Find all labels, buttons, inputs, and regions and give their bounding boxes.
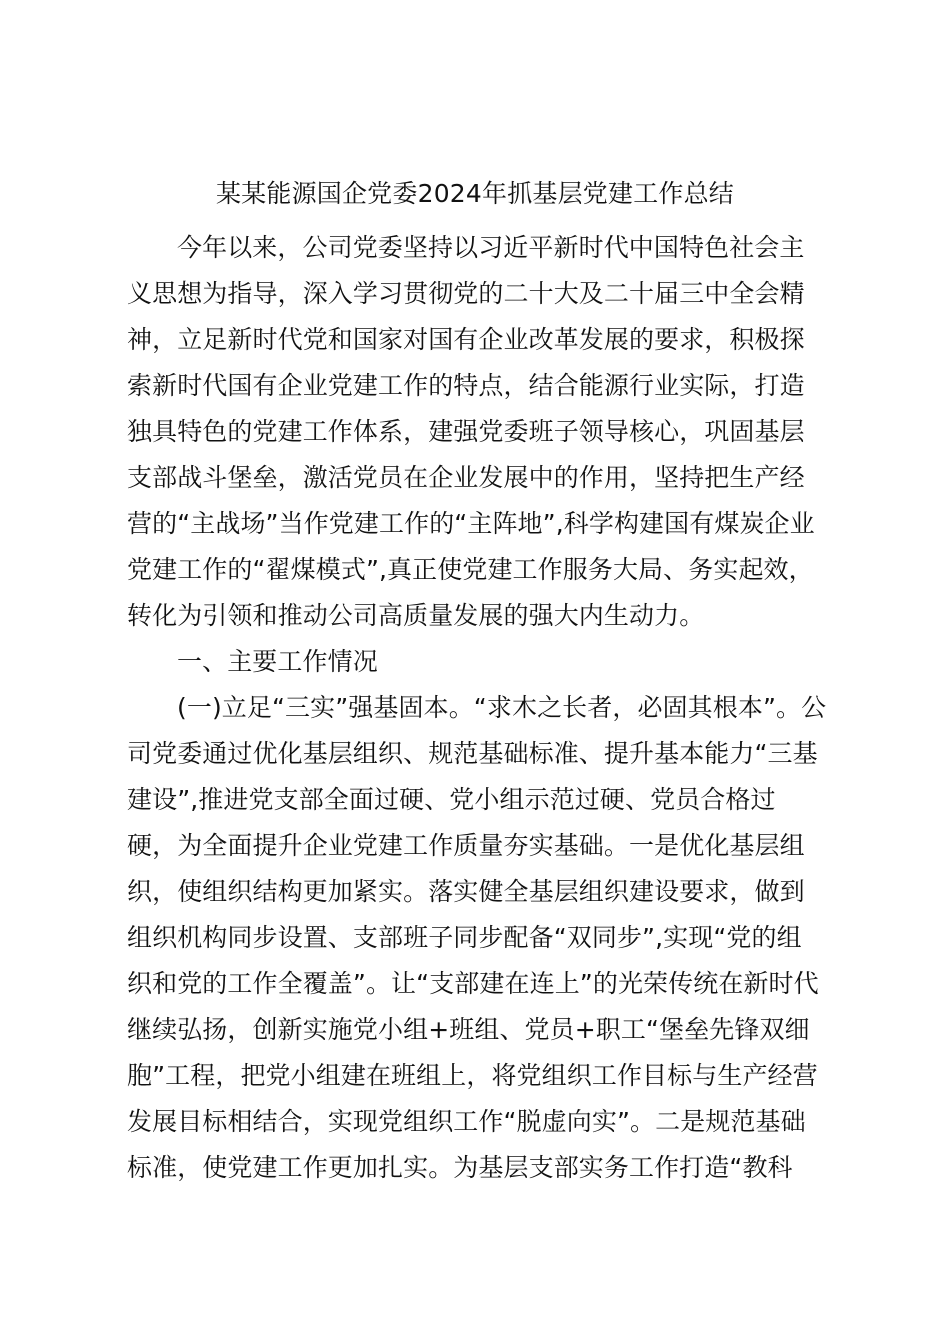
paragraph-line-15: 组织机构同步设置、支部班子同步配备“双同步”,实现“党的组 bbox=[127, 923, 802, 952]
paragraph-line-2: 义思想为指导，深入学习贯彻党的二十大及二十届三中全会精 bbox=[127, 279, 805, 308]
paragraph-line-11: 司党委通过优化基层组织、规范基础标准、提升基本能力“三基 bbox=[127, 739, 818, 768]
paragraph-line-6: 支部战斗堡垒，激活党员在企业发展中的作用，坚持把生产经 bbox=[127, 463, 805, 492]
paragraph-line-20: 标准，使党建工作更加扎实。为基层支部实务工作打造“教科 bbox=[127, 1153, 793, 1182]
paragraph-line-10: (一)立足“三实”强基固本。“求木之长者，必固其根本”。公 bbox=[177, 693, 827, 722]
paragraph-line-18: 胞”工程，把党小组建在班组上，将党组织工作目标与生产经营 bbox=[127, 1061, 818, 1090]
paragraph-line-1: 今年以来，公司党委坚持以习近平新时代中国特色社会主 bbox=[177, 233, 805, 262]
paragraph-line-12: 建设”,推进党支部全面过硬、党小组示范过硬、党员合格过 bbox=[127, 785, 776, 814]
paragraph-line-9: 转化为引领和推动公司高质量发展的强大内生动力。 bbox=[127, 601, 705, 630]
paragraph-line-8: 党建工作的“翟煤模式”,真正使党建工作服务大局、务实起效， bbox=[127, 555, 814, 584]
section-heading-main-work: 一、主要工作情况 bbox=[177, 647, 378, 676]
paragraph-line-5: 独具特色的党建工作体系，建强党委班子领导核心，巩固基层 bbox=[127, 417, 805, 446]
paragraph-line-16: 织和党的工作全覆盖”。让“支部建在连上”的光荣传统在新时代 bbox=[127, 969, 819, 998]
document-title: 某某能源国企党委2024年抓基层党建工作总结 bbox=[215, 179, 735, 208]
paragraph-line-13: 硬，为全面提升企业党建工作质量夯实基础。一是优化基层组 bbox=[127, 831, 805, 860]
paragraph-line-19: 发展目标相结合，实现党组织工作“脱虚向实”。二是规范基础 bbox=[127, 1107, 806, 1136]
paragraph-line-17: 继续弘扬，创新实施党小组+班组、党员+职工“堡垒先锋双细 bbox=[127, 1015, 810, 1044]
paragraph-line-4: 索新时代国有企业党建工作的特点，结合能源行业实际，打造 bbox=[127, 371, 805, 400]
paragraph-line-7: 营的“主战场”当作党建工作的“主阵地”,科学构建国有煤炭企业 bbox=[127, 509, 815, 538]
paragraph-line-14: 织，使组织结构更加紧实。落实健全基层组织建设要求，做到 bbox=[127, 877, 805, 906]
paragraph-line-3: 神，立足新时代党和国家对国有企业改革发展的要求，积极探 bbox=[127, 325, 805, 354]
